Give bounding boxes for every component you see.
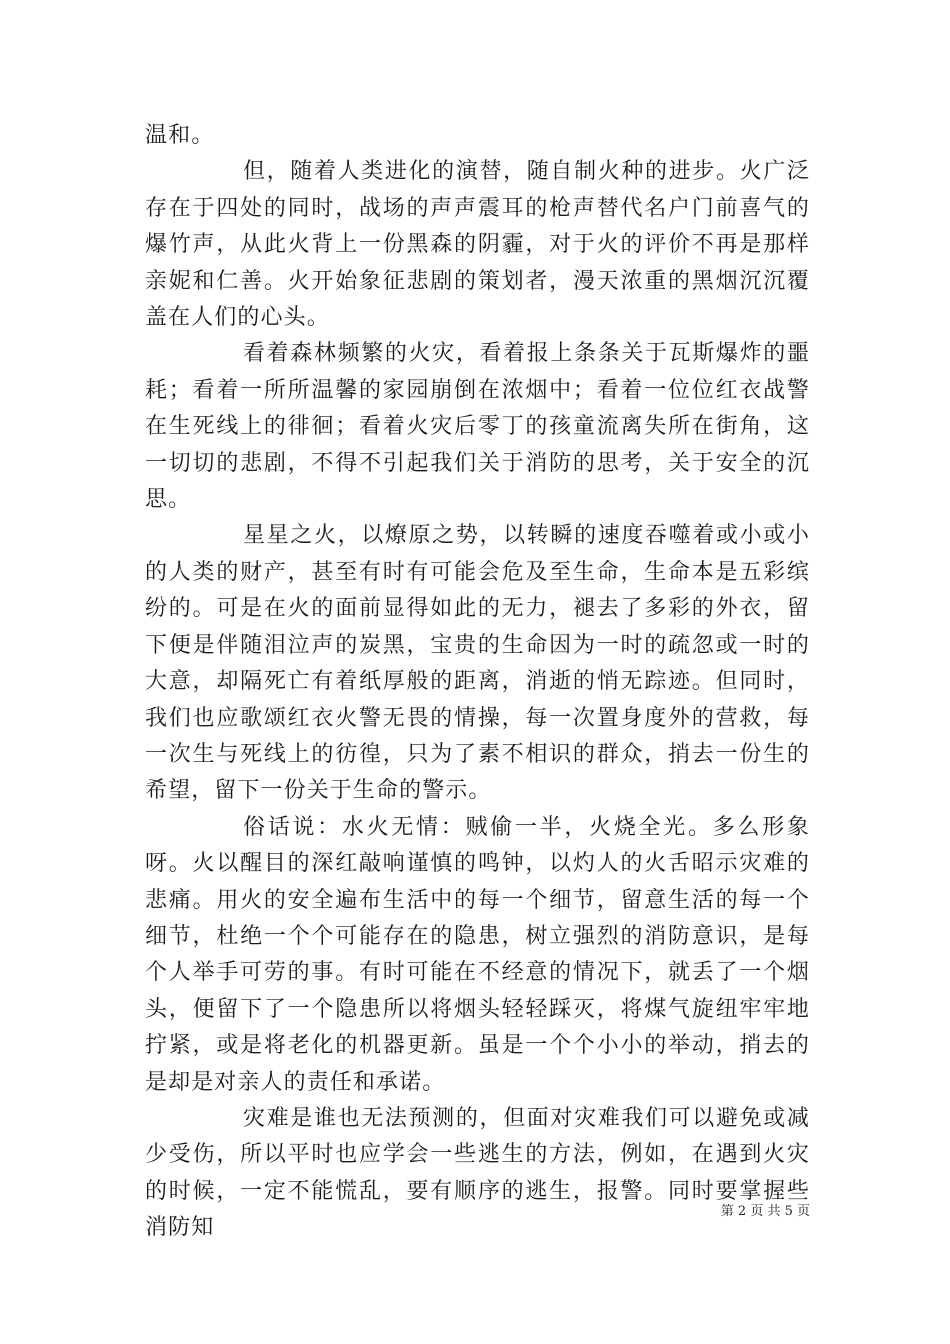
page-number-footer: 第 2 页 共 5 页: [720, 1204, 810, 1219]
paragraph: 星星之火，以燎原之势，以转瞬的速度吞噬着或小或小的人类的财产，甚至有时有可能会危及至生命，生命本是五彩缤纷的。可是在火的面前显得如此的无力，褪去了多彩的外衣，留下便是伴随泪泣声的炭黑，宝贵的生命因为一时的疏忽或一时的大意，却隔死亡有着纸厚般的距离，消逝的悄无踪迹。但同时，我们也应歌颂红衣火警无畏的情操，每一次置身度外的营救，每一次生与死线上的彷徨，只为了素不相识的群众，捎去一份生的希望，留下一份关于生命的警示。: [145, 523, 810, 804]
paragraph: 俗话说：水火无情：贼偷一半，火烧全光。多么形象呀。火以醒目的深红敲响谨慎的鸣钟，以灼人的火舌昭示灾难的悲痛。用火的安全遍布生活中的每一个细节，留意生活的每一个细节，杜绝一个个可能存在的隐患，树立强烈的消防意识，是每个人举手可劳的事。有时可能在不经意的情况下，就丢了一个烟头，便留下了一个隐患所以将烟头轻轻踩灭，将煤气旋纽牢牢地拧紧，或是将老化的机器更新。虽是一个个小小的举动，捎去的是却是对亲人的责任和承诺。: [145, 814, 810, 1095]
paragraph: 灾难是谁也无法预测的，但面对灾难我们可以避免或减少受伤，所以平时也应学会一些逃生的方法，例如，在遇到火灾的时候，一定不能慌乱，要有顺序的逃生，报警。同时要掌握些消防知: [145, 1105, 810, 1241]
paragraph: 但，随着人类进化的演替，随自制火种的进步。火广泛存在于四处的同时，战场的声声震耳的枪声替代名户门前喜气的爆竹声，从此火背上一份黑森的阴霾，对于火的评价不再是那样亲妮和仁善。火开始象征悲剧的策划者，漫天浓重的黑烟沉沉覆盖在人们的心头。: [145, 159, 810, 331]
paragraph: 看着森林频繁的火灾，看着报上条条关于瓦斯爆炸的噩耗；看着一所所温馨的家园崩倒在浓烟中；看着一位位红衣战警在生死线上的徘徊；看着火灾后零丁的孩童流离失所在街角，这一切切的悲剧，不得不引起我们关于消防的思考，关于安全的沉思。: [145, 341, 810, 513]
document-body: [145, 118, 810, 1247]
paragraph-continuation: 温和。: [145, 123, 215, 148]
